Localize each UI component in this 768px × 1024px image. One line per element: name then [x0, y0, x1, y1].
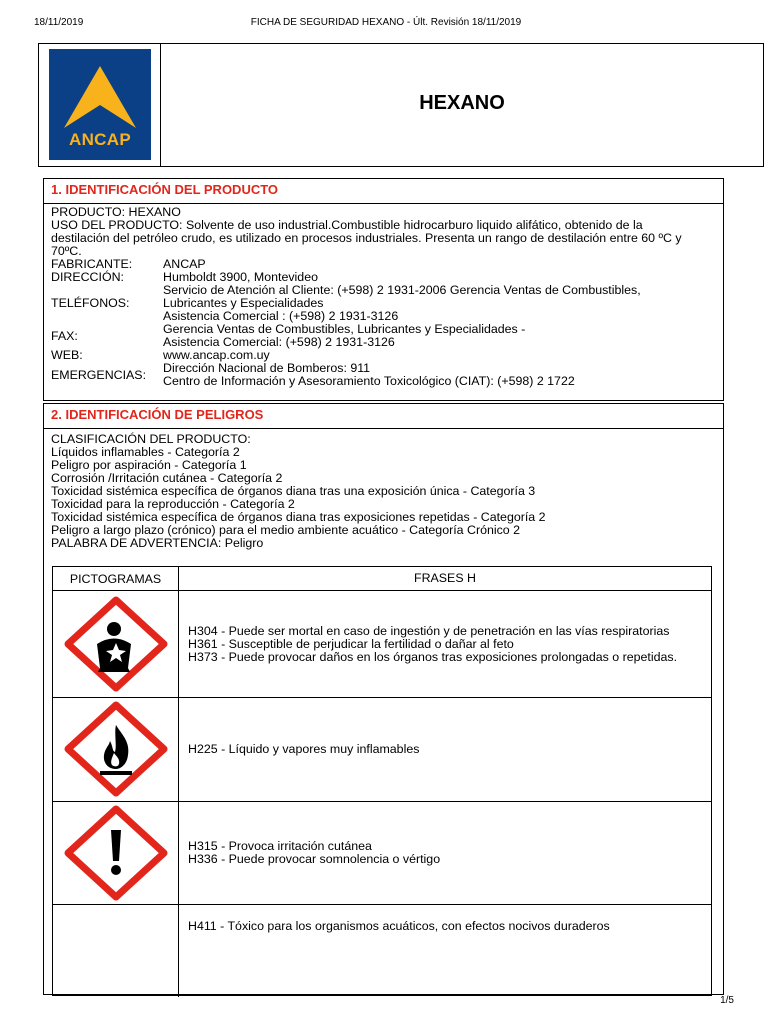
field-label: WEB:	[51, 348, 83, 362]
field-value: ANCAP	[163, 257, 206, 271]
h-phrase: H373 - Puede provocar daños en los órganos tras exposiciones prolongadas o repetidas.	[188, 649, 678, 664]
section2-heading: 2. IDENTIFICACIÓN DE PELIGROS	[43, 403, 724, 429]
product-use-line: destilación del petróleo crudo, es utilizado en procesos industriales. Presenta un rango de destilación entre 60 ºC y	[51, 231, 682, 245]
title-box	[38, 43, 764, 167]
classification-line: Peligro por aspiración - Categoría 1	[51, 458, 247, 472]
health-hazard-icon	[64, 596, 168, 692]
h-phrase: H411 - Tóxico para los organismos acuáticos, con efectos nocivos duraderos	[188, 919, 610, 933]
field-label: FAX:	[51, 328, 78, 343]
hazard-row	[53, 802, 711, 905]
field-value: Gerencia Ventas de Combustibles, Lubricantes y Especialidades -	[163, 322, 526, 336]
field-fabricante	[51, 258, 723, 271]
product-use-line: USO DEL PRODUCTO: Solvente de uso industrial.Combustible hidrocarburo liquido alifático, obtenido de la	[51, 218, 643, 232]
h-phrase: H336 - Puede provocar somnolencia o vértigo	[188, 852, 441, 866]
signal-word-line: PALABRA DE ADVERTENCIA: Peligro	[51, 536, 264, 550]
field-value: www.ancap.com.uy	[163, 348, 270, 362]
column-header-pictogramas: PICTOGRAMAS	[53, 567, 179, 590]
field-label: DIRECCIÓN:	[51, 270, 124, 284]
field-value: Centro de Información y Asesoramiento Toxicológico (CIAT): (+598) 2 1722	[163, 374, 575, 388]
ancap-logo	[49, 49, 151, 160]
field-fax	[51, 323, 723, 349]
classification-line: Toxicidad sistémica específica de órganos diana tras exposiciones repetidas - Categoría 2	[51, 510, 546, 524]
hazard-table-header	[53, 567, 711, 591]
field-value: Dirección Nacional de Bomberos: 911	[163, 361, 371, 375]
print-date: 18/11/2019	[34, 17, 84, 28]
hazard-row	[53, 591, 711, 698]
field-value: Servicio de Atención al Cliente: (+598) 2 1931-2006 Gerencia Ventas de Combustibles,	[163, 283, 641, 297]
logo-brand: ANCAP	[69, 130, 131, 149]
section1-body	[43, 204, 724, 401]
page-header	[34, 17, 738, 31]
field-telefonos	[51, 284, 723, 323]
logo-cell	[39, 44, 161, 166]
field-value: Asistencia Comercial : (+598) 2 1931-3126	[163, 309, 399, 323]
classification-line: Toxicidad sistémica específica de órganos diana tras una exposición única - Categoría 3	[51, 484, 536, 498]
product-use-line: 70ºC.	[51, 244, 82, 258]
field-label: TELÉFONOS:	[51, 296, 130, 310]
header-title: FICHA DE SEGURIDAD HEXANO - Últ. Revisión 18/11/2019	[250, 17, 522, 28]
product-line: PRODUCTO: HEXANO	[51, 205, 181, 219]
field-value: Asistencia Comercial: (+598) 2 1931-3126	[163, 335, 395, 349]
h-phrase: H315 - Provoca irritación cutánea	[188, 839, 372, 853]
h-phrase: H361 - Susceptible de perjudicar la fertilidad o dañar al feto	[188, 636, 514, 651]
field-value: Humboldt 3900, Montevideo	[163, 270, 318, 284]
classification-line: CLASIFICACIÓN DEL PRODUCTO:	[51, 432, 251, 446]
classification-line: Peligro a largo plazo (crónico) para el medio ambiente acuático - Categoría Crónico 2	[51, 523, 521, 537]
classification-line: Corrosión /Irritación cutánea - Categoría 2	[51, 471, 283, 485]
field-value: Lubricantes y Especialidades	[163, 296, 324, 310]
classification-line: Toxicidad para la reproducción - Categoría 2	[51, 497, 295, 511]
column-header-frases-h: FRASES H	[414, 571, 476, 585]
page-number: 1/5	[720, 995, 734, 1006]
classification-line: Líquidos inflamables - Categoría 2	[51, 445, 240, 459]
document-title: HEXANO	[419, 92, 505, 114]
empty-pictogram-cell	[53, 905, 179, 997]
hazard-row	[53, 905, 711, 997]
exclamation-mark-icon	[64, 805, 168, 901]
field-label: EMERGENCIAS:	[51, 367, 147, 382]
field-emergencias	[51, 362, 723, 388]
field-label: FABRICANTE:	[51, 257, 133, 271]
h-phrase: H304 - Puede ser mortal en caso de ingestión y de penetración en las vías respiratorias	[188, 623, 670, 638]
hazard-row	[53, 698, 711, 802]
flame-icon	[64, 701, 168, 797]
section1-heading: 1. IDENTIFICACIÓN DEL PRODUCTO	[43, 178, 724, 204]
hazard-table	[52, 566, 712, 996]
h-phrase: H225 - Líquido y vapores muy inflamables	[188, 742, 420, 756]
field-web	[51, 349, 723, 362]
